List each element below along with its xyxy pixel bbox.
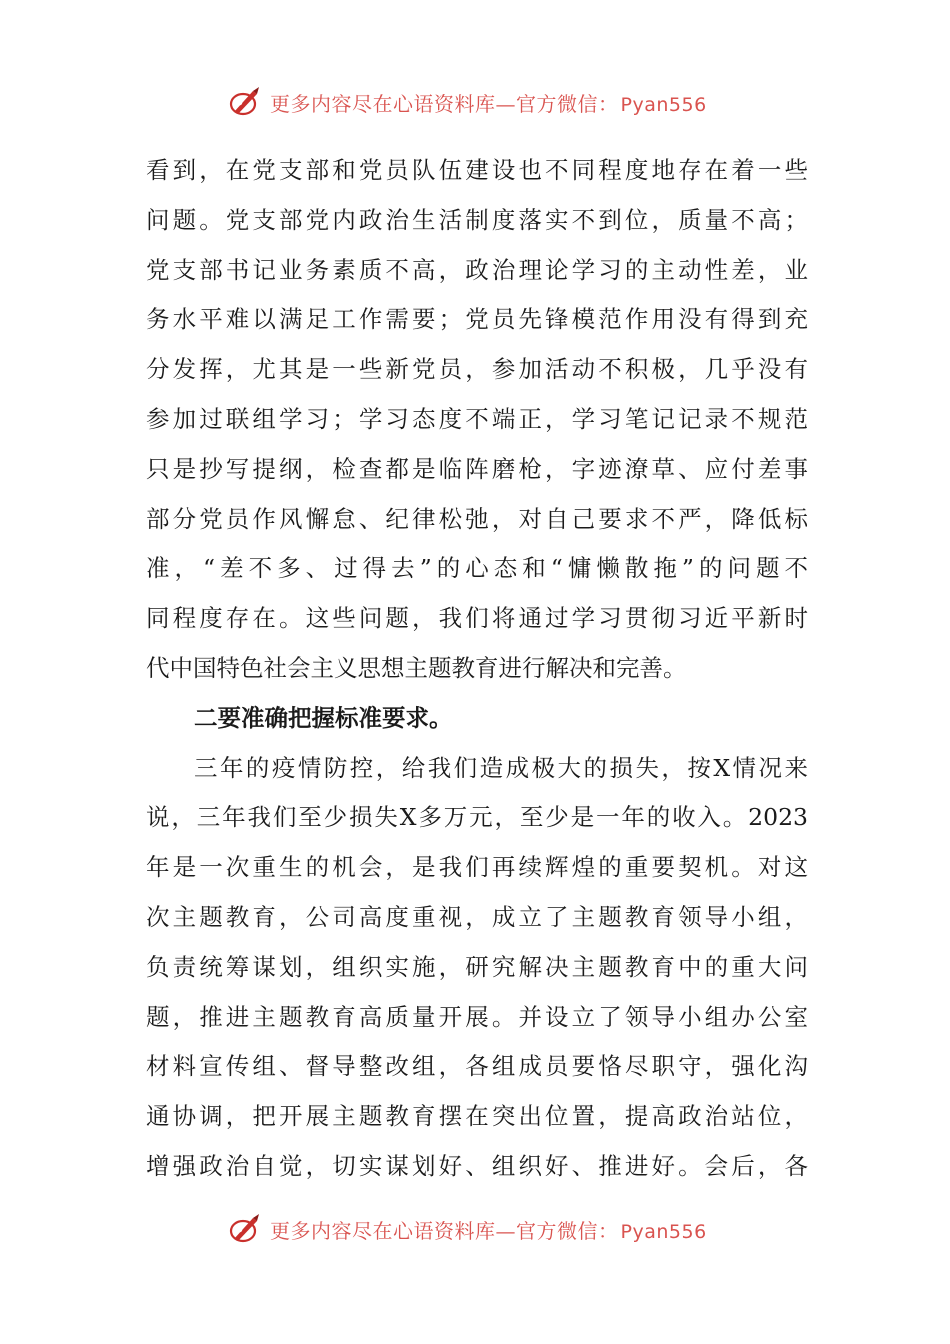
text-line: 说，三年我们至少损失X多万元，至少是一年的收入。2023	[146, 803, 808, 832]
text-line: 只是抄写提纲，检查都是临阵磨枪，字迹潦草、应付差事	[146, 454, 808, 483]
section-heading: 二要准确把握标准要求。	[194, 703, 453, 732]
text-line: 看到，在党支部和党员队伍建设也不同程度地存在着一些	[146, 156, 808, 184]
paragraph-standards	[146, 744, 808, 1192]
footer-watermark	[228, 1207, 748, 1251]
text-line: 分发挥，尤其是一些新党员，参加活动不积极，几乎没有	[146, 355, 808, 384]
text-line: 三年的疫情防控，给我们造成极大的损失，按X情况来	[194, 753, 808, 782]
text-line: 材料宣传组、督导整改组，各组成员要恪尽职守，强化沟	[146, 1052, 808, 1081]
text-line: 准，“差不多、过得去”的心态和“慵懒散拖”的问题不	[146, 554, 808, 583]
text-line: 问题。党支部党内政治生活制度落实不到位，质量不高；	[146, 205, 808, 234]
text-line: 年是一次重生的机会，是我们再续辉煌的重要契机。对这	[146, 853, 808, 882]
watermark-text: 更多内容尽在心语资料库—官方微信： Pyan556	[270, 1218, 707, 1243]
text-line: 代中国特色社会主义思想主题教育进行解决和完善。	[146, 653, 687, 682]
document-body	[146, 146, 808, 1192]
paragraph-problems	[146, 146, 808, 694]
quill-pen-icon	[228, 85, 262, 119]
text-line: 同程度存在。这些问题，我们将通过学习贯彻习近平新时	[146, 604, 808, 633]
wechat-id: Pyan556	[620, 1220, 707, 1243]
text-line: 负责统筹谋划，组织实施，研究解决主题教育中的重大问	[146, 952, 808, 981]
quill-pen-icon	[228, 1212, 262, 1246]
header-watermark	[228, 80, 748, 124]
text-line: 部分党员作风懈怠、纪律松弛，对自己要求不严，降低标	[146, 504, 808, 533]
text-line: 增强政治自觉，切实谋划好、组织好、推进好。会后，各	[146, 1151, 808, 1180]
text-line: 题，推进主题教育高质量开展。并设立了领导小组办公室	[146, 1002, 808, 1031]
text-line: 参加过联组学习；学习态度不端正，学习笔记记录不规范	[146, 404, 808, 433]
wechat-id: Pyan556	[620, 93, 707, 116]
text-line: 党支部书记业务素质不高，政治理论学习的主动性差，业	[146, 255, 808, 284]
text-line: 次主题教育，公司高度重视，成立了主题教育领导小组，	[146, 902, 808, 931]
text-line: 通协调，把开展主题教育摆在突出位置，提高政治站位，	[146, 1102, 808, 1131]
watermark-text: 更多内容尽在心语资料库—官方微信： Pyan556	[270, 91, 707, 116]
text-line: 务水平难以满足工作需要；党员先锋模范作用没有得到充	[146, 305, 808, 334]
